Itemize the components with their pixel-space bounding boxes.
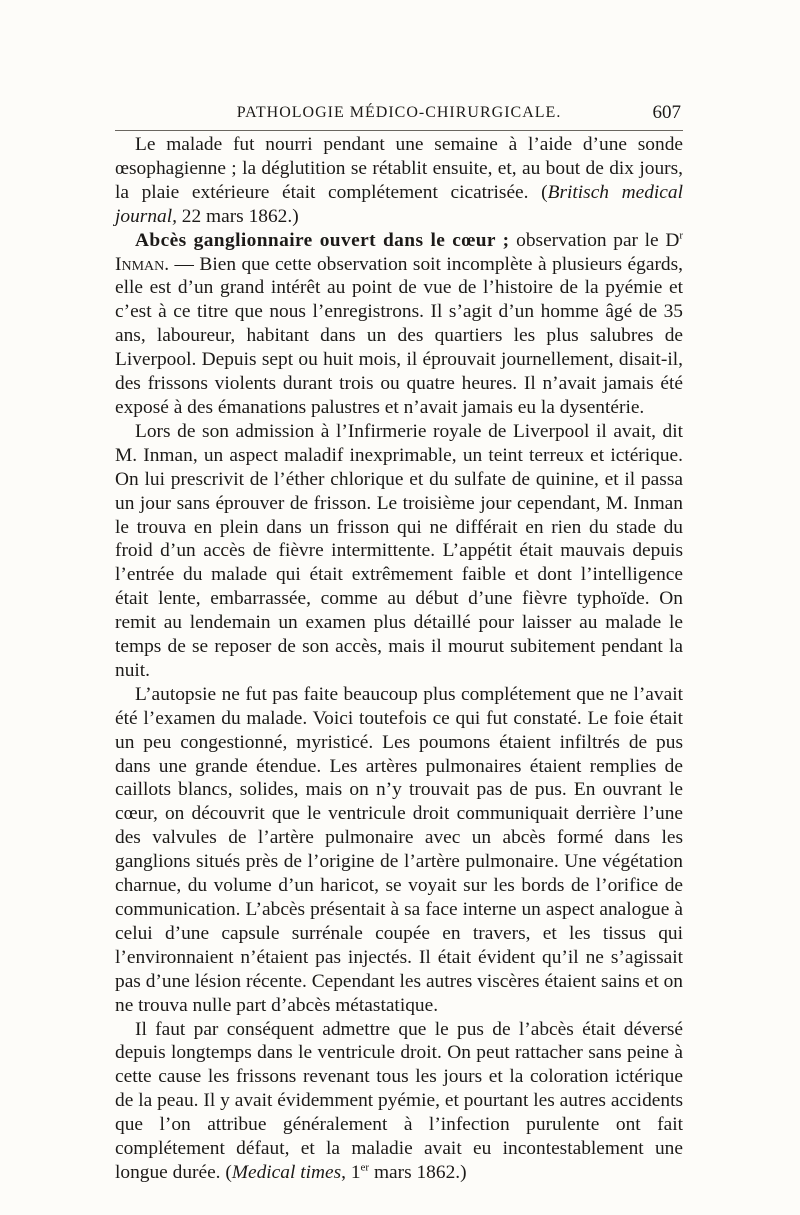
section-heading: Abcès ganglionnaire ouvert dans le cœur ; <box>135 229 510 251</box>
page-number: 607 <box>652 102 681 123</box>
paragraph-1-text: Le malade fut nourri pendant une semaine à l’aide d’une sonde œsophagienne ; la déglutition se rétablit ensuite, et, au bout de dix jours, la plaie extérieure était complétement cicatrisée. ( <box>115 134 683 203</box>
paragraph-5 <box>115 1018 683 1185</box>
page-header <box>115 100 683 131</box>
paragraph-2 <box>115 229 683 420</box>
paragraph-5-text: Il faut par conséquent admettre que le pus de l’abcès était déversé depuis longtemps dans le ventricule droit. On peut rattacher sans peine à cette cause les frissons revenant tous les jours et la coloration ictérique de la peau. Il y avait évidemment pyémie, et pourtant les autres accidents que l’on attribue généralement à l’infection purulente ont fait complétement défaut, et la maladie avait eu incontestablement une longue durée. ( <box>115 1018 683 1183</box>
paragraph-2-intro: observation par le D <box>509 229 680 251</box>
paragraph-4-text: L’autopsie ne fut pas faite beaucoup plus complétement que ne l’avait été l’examen du malade. Voici toutefois ce qui fut constaté. Le foie était un peu congestionné, myristicé. Les poumons étaient infiltrés de pus dans une grande étendue. Les artères pulmonaires étaient remplies de caillots blancs, solides, mais on n’y trouvait pas de pus. En ouvrant le cœur, on découvrit que le ventricule droit communiquait derrière l’une des valvules de l’artère pulmonaire avec un abcès formé dans les ganglions situés près de l’origine de l’artère pulmonaire. Une végétation charnue, du volume d’un haricot, se voyait sur les bords de l’orifice de communication. L’abcès présentait à sa face interne un aspect analogue à celui d’une capsule surrénale coupée en travers, et les tissus qui l’environnaient n’étaient pas injectés. Il était évident qu’il ne s’agissait pas d’une lésion récente. Cependant les autres viscères étaient sains et on ne trouva nulle part d’abcès métastatique. <box>115 683 683 1016</box>
citation-date: 22 mars 1862.) <box>176 205 299 227</box>
paragraph-1 <box>115 133 683 229</box>
dr-superscript: r <box>679 229 683 242</box>
citation-date-2b: mars 1862.) <box>369 1161 467 1183</box>
source-citation-2: Medical times <box>231 1161 342 1183</box>
paragraph-4 <box>115 683 683 1018</box>
paragraph-2-text: — Bien que cette observation soit incomplète à plusieurs égards, elle est d’un grand intérêt au point de vue de l’histoire de la pyémie et c’est à ce titre que nous l’enregistrons. Il s’agit d’un homme âgé de 35 ans, laboureur, habitant dans un des quartiers les plus salubres de Liverpool. Depuis sept ou huit mois, il éprouvait journellement, disait-il, des frissons violents durant trois ou quatre heures. Il n’avait jamais été exposé à des émanations palustres et n’avait jamais eu la dysentérie. <box>115 253 683 418</box>
paragraph-3-text: Lors de son admission à l’Infirmerie royale de Liverpool il avait, dit M. Inman, un aspect maladif inexprimable, un teint terreux et ictérique. On lui prescrivit de l’éther chlorique et du sulfate de quinine, et il passa un jour sans éprouver de frisson. Le troisième jour cependant, M. Inman le trouva en plein dans un frisson qui ne différait en rien du stade du froid d’un accès de fièvre intermittente. L’appétit était mauvais depuis l’entrée du malade qui était extrêmement faible et dont l’intelligence était lente, embarrassée, comme au début d’une fièvre typhoïde. On remit au lendemain un examen plus détaillé pour laisser au malade le temps de se reposer de son accès, mais il mourut subitement pendant la nuit. <box>115 420 683 681</box>
body-text <box>115 133 683 1185</box>
citation-date-2a: , 1 <box>341 1161 361 1183</box>
author-name: Inman. <box>115 253 170 275</box>
source-citation: Britisch medical journal, <box>115 181 683 227</box>
date-superscript: er <box>360 1161 370 1174</box>
paragraph-3 <box>115 420 683 683</box>
running-title: PATHOLOGIE MÉDICO-CHIRURGICALE. <box>236 104 562 121</box>
